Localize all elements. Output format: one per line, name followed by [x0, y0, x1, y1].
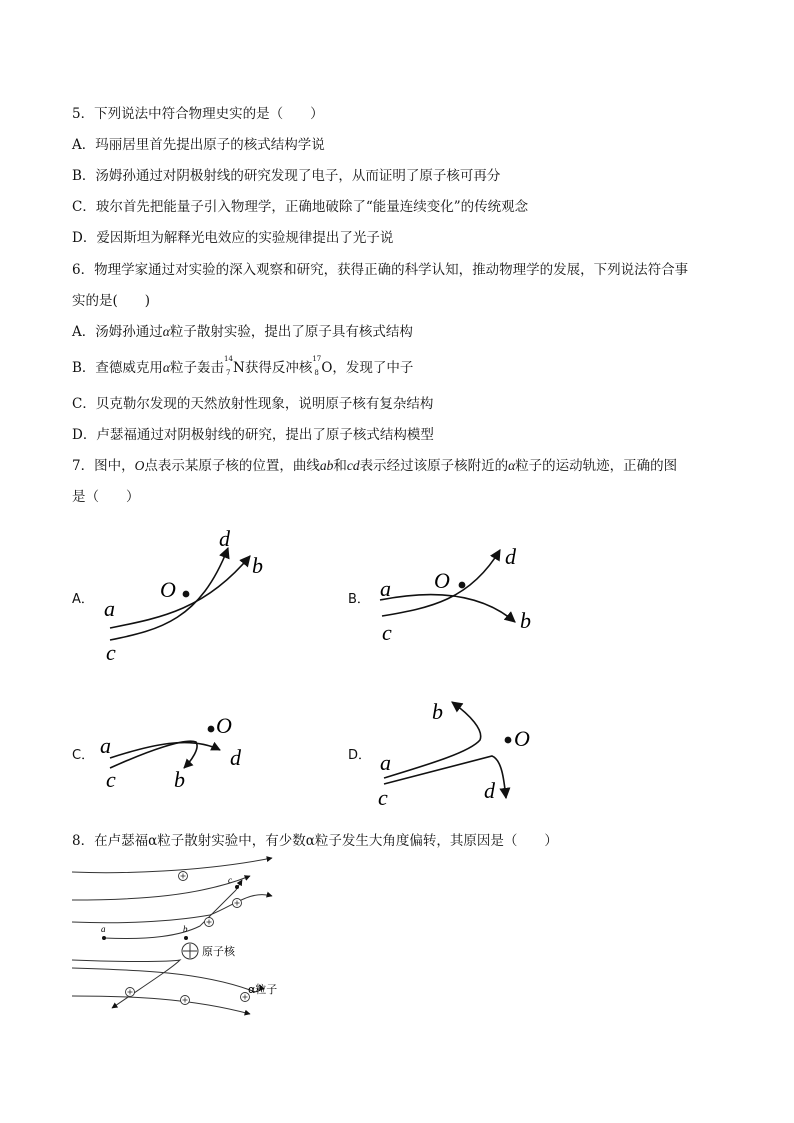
label-c: c	[382, 620, 392, 645]
trajectory-1	[72, 858, 272, 873]
trajectory-7	[72, 996, 250, 1014]
q6-option-c: C．贝克勒尔发现的天然放射性现象，说明原子核有复杂结构	[72, 396, 434, 412]
alpha-symbol: α	[162, 360, 171, 375]
point-a	[102, 936, 106, 940]
label-point-b: b	[183, 924, 188, 934]
curve-cd-symbol: cd	[346, 458, 360, 473]
label-o: O	[434, 568, 450, 593]
q6-stem-line2: 实的是( )	[72, 293, 151, 309]
label-point-a: a	[101, 924, 106, 934]
alpha-symbol: α	[162, 324, 170, 339]
trajectory-points	[102, 885, 239, 940]
oxygen-atomic-number: 8	[314, 369, 319, 377]
label-b: b	[520, 608, 531, 633]
oxygen-symbol: O	[321, 360, 333, 376]
q7-stem-mid2: 表示经过该原子核附近的	[359, 458, 509, 474]
label-b: b	[252, 553, 263, 578]
label-c: c	[106, 767, 116, 792]
nitrogen-mass-number: 14	[224, 355, 233, 363]
nucleus-label: 原子核	[202, 945, 235, 958]
q7-option-d-label: D．	[348, 748, 372, 763]
q5-option-c: C．玻尔首先把能量子引入物理学，正确地破除了“能量连续变化”的传统观念	[72, 199, 529, 215]
label-point-c: c	[228, 875, 232, 885]
q7-stem-suffix: 粒子的运动轨迹，正确的图	[515, 458, 678, 474]
label-d: d	[219, 526, 230, 551]
q7-stem-line2: 是（ ）	[72, 489, 140, 505]
oxygen-mass-number: 17	[312, 355, 322, 363]
trajectory-5-back	[72, 960, 180, 1008]
nitrogen-atomic-number: 7	[226, 369, 231, 377]
label-c: c	[106, 640, 116, 665]
q6-option-d: D．卢瑟福通过对阴极射线的研究，提出了原子核式结构模型	[72, 427, 434, 443]
q7-option-a-label: A．	[72, 592, 94, 607]
point-b	[184, 936, 188, 940]
q7-option-c-label: C．	[72, 748, 95, 763]
label-d: d	[230, 745, 241, 770]
label-a: a	[100, 733, 111, 758]
q5-option-b: B．汤姆孙通过对阴极射线的研究发现了电子，从而证明了原子核可再分	[72, 168, 501, 184]
point-c	[235, 885, 239, 889]
q7-option-b-label: B．	[348, 592, 370, 607]
q5-option-a: A．玛丽居里首先提出原子的核式结构学说	[72, 137, 325, 153]
curve-ab-symbol: ab	[319, 458, 334, 473]
label-b: b	[432, 699, 443, 724]
label-d: d	[484, 778, 495, 803]
q5-stem: 5．下列说法中符合物理史实的是（ ）	[72, 106, 324, 122]
q6-b-mid: 粒子轰击	[170, 360, 225, 376]
alpha-symbol: α	[508, 458, 516, 473]
q7-stem-prefix: 7．图中，	[72, 458, 135, 474]
label-c: c	[378, 785, 388, 810]
nucleus-icon	[182, 943, 198, 959]
label-d: d	[505, 544, 516, 569]
trajectory-2	[72, 876, 250, 900]
q6-a-prefix: A．汤姆孙通过	[72, 324, 163, 340]
label-b: b	[174, 767, 185, 792]
label-o: O	[514, 726, 530, 751]
alpha-particle-label: α粒子	[248, 983, 278, 996]
q5-option-d: D．爱因斯坦为解释光电效应的实验规律提出了光子说	[72, 230, 394, 246]
q7-stem-mid: 点表示某原子核的位置，曲线	[144, 458, 320, 474]
q6-b-suffix: ，发现了中子	[332, 360, 414, 376]
q6-stem-line1: 6．物理学家通过对实验的深入观察和研究，获得正确的科学认知，推动物理学的发展，下列说法符合事	[72, 262, 689, 278]
q7-stem-and: 和	[333, 458, 347, 474]
label-a: a	[104, 596, 115, 621]
q6-b-mid2: 获得反冲核	[244, 360, 313, 376]
trajectory-4	[104, 890, 236, 939]
label-a: a	[380, 576, 391, 601]
label-a: a	[380, 750, 391, 775]
label-o: O	[216, 713, 232, 738]
trajectory-6	[72, 968, 261, 992]
alpha-trajectories	[72, 858, 272, 1014]
q8-stem: 8．在卢瑟福α粒子散射实验中，有少数α粒子发生大角度偏转，其原因是（ ）	[72, 833, 558, 849]
q6-b-prefix: B．查德威克用	[72, 360, 163, 376]
point-o-symbol: O	[134, 458, 145, 473]
nitrogen-symbol: N	[233, 360, 245, 376]
trajectory-3a	[72, 915, 210, 923]
q6-a-suffix: 粒子散射实验，提出了原子具有核式结构	[169, 324, 413, 340]
label-o: O	[160, 577, 176, 602]
